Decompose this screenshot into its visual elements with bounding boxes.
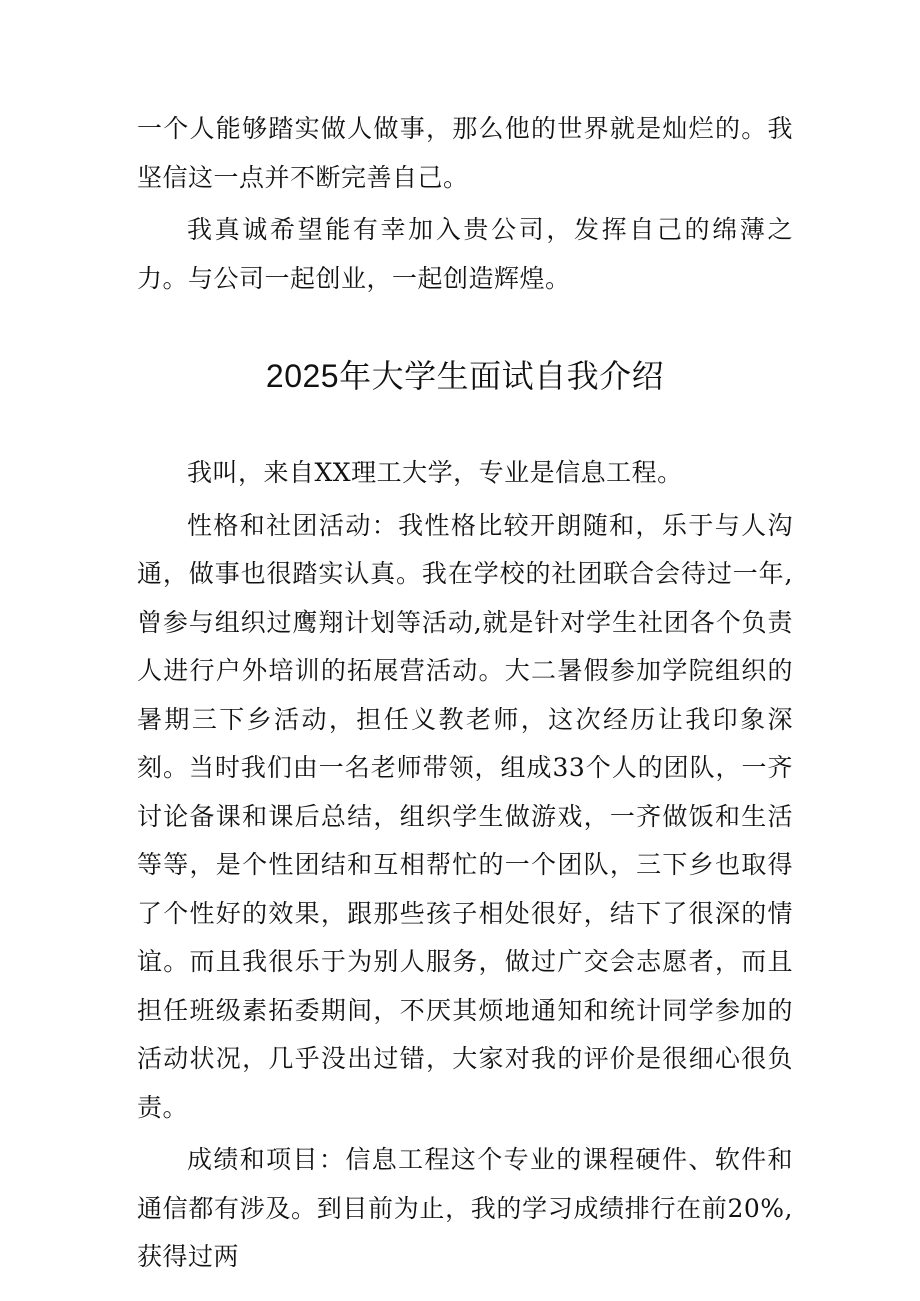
document-page [137, 105, 793, 1282]
paragraph-introduction: 我叫，来自XX理工大学，专业是信息工程。 [187, 458, 683, 487]
paragraph-closing: 我真诚希望能有幸加入贵公司，发挥自己的绵薄之力。与公司一起创业，一起创造辉煌。 [137, 215, 793, 293]
paragraph-grades-projects: 成绩和项目：信息工程这个专业的课程硬件、软件和通信都有涉及。到目前为止，我的学习成绩排行在前20%,获得过两 [137, 1145, 793, 1271]
document-title: 2025年大学生面试自我介绍 [265, 358, 665, 394]
paragraph-continuation: 一个人能够踏实做人做事，那么他的世界就是灿烂的。我坚信这一点并不断完善自己。 [137, 114, 793, 192]
paragraph-personality-activities: 性格和社团活动：我性格比较开朗随和，乐于与人沟通，做事也很踏实认真。我在学校的社团联合会待过一年,曾参与组织过鹰翔计划等活动,就是针对学生社团各个负责人进行户外培训的拓展营活动。大二暑假参加学院组织的暑期三下乡活动，担任义教老师，这次经历让我印象深刻。当时我们由一名老师带领，组成33个人的团队，一齐讨论备课和课后总结，组织学生做游戏，一齐做饭和生活等等，是个性团结和互相帮忙的一个团队，三下乡也取得了个性好的效果，跟那些孩子相处很好，结下了很深的情谊。而且我很乐于为别人服务，做过广交会志愿者，而且担任班级素拓委期间，不厌其烦地通知和统计同学参加的活动状况，几乎没出过错，大家对我的评价是很细心很负责。 [137, 510, 793, 1122]
